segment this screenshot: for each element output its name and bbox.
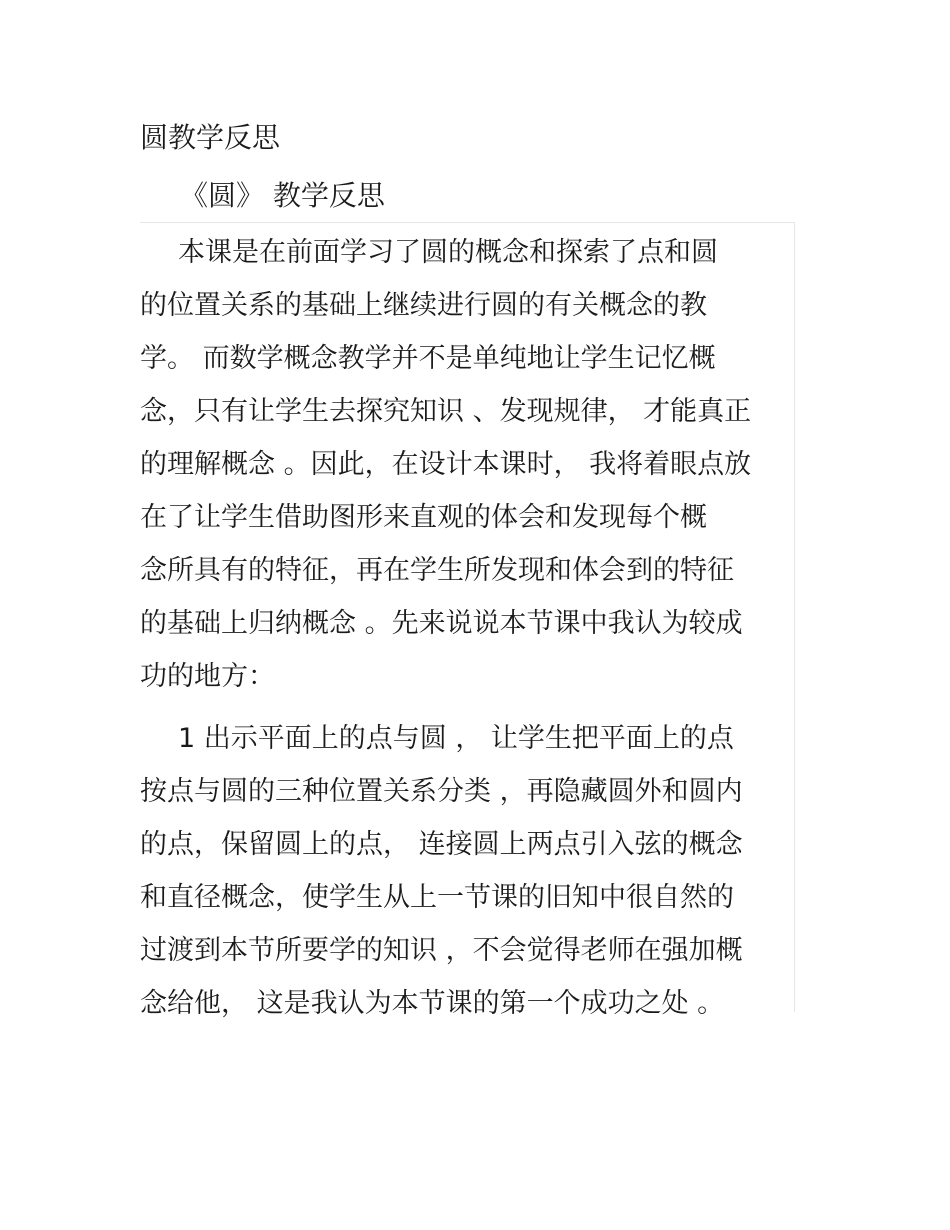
- paragraph-line: 念给他， 这是我认为本节课的第一个成功之处 。: [140, 988, 725, 1019]
- paragraph-line: 的点，保留圆上的点， 连接圆上两点引入弦的概念: [140, 829, 743, 860]
- paragraph-line: 在了让学生借助图形来直观的体会和发现每个概: [140, 502, 707, 533]
- document-title: 圆教学反思: [140, 121, 281, 154]
- paragraph-line: 1 出示平面上的点与圆 ， 让学生把平面上的点: [178, 723, 734, 754]
- paragraph-1: [140, 226, 820, 703]
- paragraph-line: 功的地方：: [140, 661, 275, 692]
- paragraph-line: 念，只有让学生去探究知识 、发现规律， 才能真正: [140, 396, 752, 427]
- document-subtitle: 《圆》 教学反思: [180, 179, 385, 212]
- paragraph-line: 按点与圆的三种位置关系分类 ，再隐藏圆外和圆内: [140, 776, 743, 807]
- paragraph-line: 的基础上归纳概念 。先来说说本节课中我认为较成: [140, 608, 743, 639]
- paragraph-line: 和直径概念，使学生从上一节课的旧知中很自然的: [140, 882, 734, 913]
- paragraph-line: 的位置关系的基础上继续进行圆的有关概念的教: [140, 290, 707, 321]
- paragraph-line: 本课是在前面学习了圆的概念和探索了点和圆: [178, 237, 718, 268]
- paragraph-line: 的理解概念 。因此，在设计本课时， 我将着眼点放: [140, 449, 752, 480]
- paragraph-line: 学。 而数学概念教学并不是单纯地让学生记忆概: [140, 343, 716, 374]
- paragraph-line: 念所具有的特征，再在学生所发现和体会到的特征: [140, 555, 734, 586]
- paragraph-line: 过渡到本节所要学的知识 ，不会觉得老师在强加概: [140, 935, 743, 966]
- paragraph-2: [140, 712, 820, 1030]
